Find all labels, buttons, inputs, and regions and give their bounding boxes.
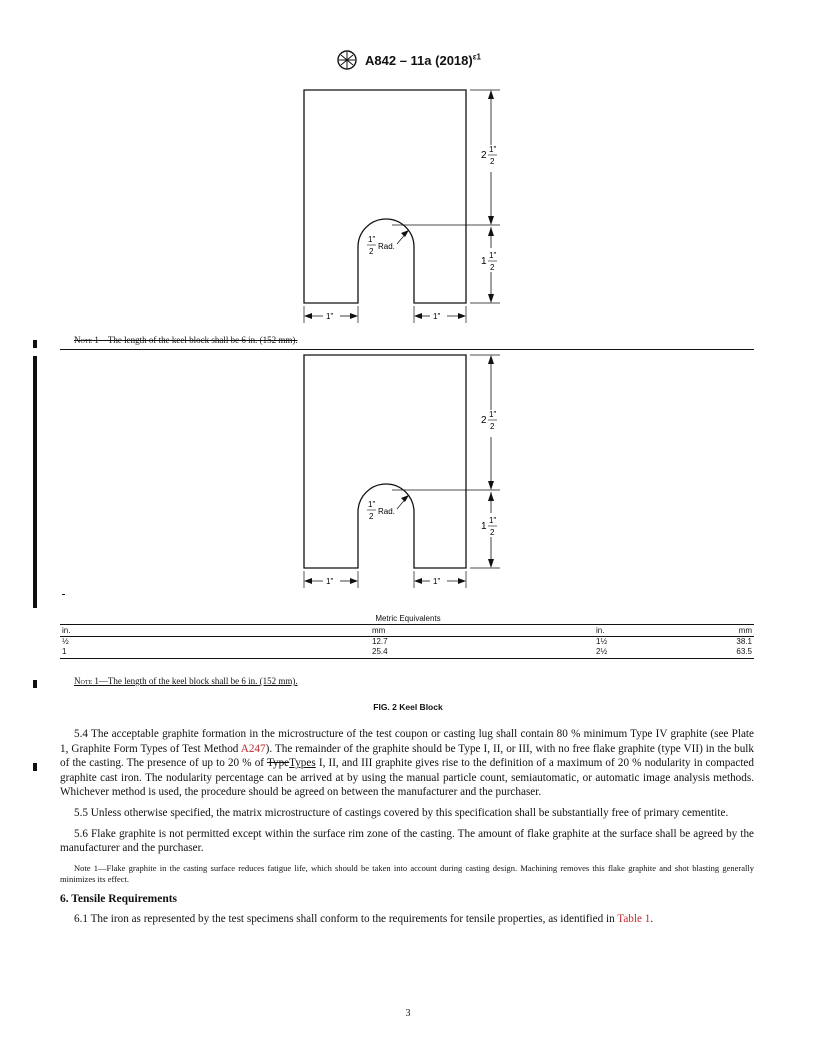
radius-frac-den: 2 <box>369 247 374 256</box>
dim-bottom-frac-num: 1" <box>489 516 497 525</box>
dim-top-whole: 2 <box>481 415 487 426</box>
inserted-word: Types <box>289 757 316 770</box>
dim-top-frac-num: 1" <box>489 410 497 419</box>
table-header-cell: in. <box>596 626 605 635</box>
change-bar <box>33 680 37 688</box>
table-rule-top <box>60 624 754 625</box>
paragraph-5-6: 5.6 Flake graphite is not permitted except within the surface rim zone of the casting. The amount of flake graphite at the surface shall be agreed by the manufacturer and the purchaser. <box>60 827 754 855</box>
link-a247[interactable]: A247 <box>240 742 266 755</box>
radius-frac-num: 1" <box>368 500 376 509</box>
table-cell: 63.5 <box>736 647 752 656</box>
change-bar <box>33 340 37 348</box>
keel-block-drawing-new <box>290 345 520 590</box>
dim-top-frac-den: 2 <box>490 157 495 166</box>
dim-bottom-frac-den: 2 <box>490 263 495 272</box>
dim-bottom-whole: 1 <box>481 521 487 532</box>
dim-bottom-frac-num: 1" <box>489 251 497 260</box>
metric-table-title: Metric Equivalents <box>375 614 441 623</box>
dim-top-frac-den: 2 <box>490 422 495 431</box>
small-mark <box>62 594 65 595</box>
document-header <box>0 50 816 70</box>
width-left-label: 1" <box>326 577 334 586</box>
table-rule-mid <box>60 636 754 637</box>
table-cell: 1 <box>62 647 67 656</box>
note-flake-graphite: Note 1—Flake graphite in the casting surface reduces fatigue life, which should be taken into account during casting design. Machining removes this flake graphite and shot blasting generally minimizes its effect. <box>60 862 754 885</box>
radius-label: Rad. <box>378 507 395 516</box>
designation: A842 – 11a (2018) <box>365 53 473 68</box>
keel-block-drawing-old <box>290 80 520 325</box>
width-right-label: 1" <box>433 312 441 321</box>
change-bar <box>33 763 37 771</box>
radius-label: Rad. <box>378 242 395 251</box>
link-table-1[interactable]: Table 1 <box>617 913 651 926</box>
deleted-note: Note 1—The length of the keel block shall be 6 in. (152 mm). <box>74 335 298 345</box>
radius-frac-den: 2 <box>369 512 374 521</box>
inserted-note: Note 1—The length of the keel block shall be 6 in. (152 mm). <box>74 676 298 686</box>
dim-top-frac-num: 1" <box>489 145 497 154</box>
paragraph-5-4: 5.4 The acceptable graphite formation in the microstructure of the test coupon or casting lug shall contain 80 % minimum Type IV graphite (see Plate 1, Graphite Form Types of Test Method A247). The remainder of the graphite should be Type I, II, or III, with no free flake graphite (type VII) in the bulk of the casting. The presence of up to 20 % of TypeTypes I, II, and III graphite gives rise to the definition of a maximum of 20 % nodularity in compacted graphite cast iron. The nodularity percentage can be arrived at by using the manual particle count, semiautomatic, or automatic image analysis methods. Whichever method is used, the procedure should be agreed on between the manufacturer and the purchaser. <box>60 728 754 799</box>
dim-bottom-frac-den: 2 <box>490 528 495 537</box>
table-cell: 38.1 <box>736 637 752 646</box>
table-header-cell: in. <box>62 626 71 635</box>
table-rule-bottom <box>60 658 754 659</box>
width-left-label: 1" <box>326 312 334 321</box>
radius-frac-num: 1" <box>368 235 376 244</box>
table-cell: 2½ <box>596 647 608 656</box>
table-header-cell: mm <box>372 626 386 635</box>
dim-top-whole: 2 <box>481 150 487 161</box>
table-cell: ½ <box>62 637 69 646</box>
table-cell: 1½ <box>596 637 608 646</box>
section-6-heading: 6. Tensile Requirements <box>60 892 178 905</box>
body-section-5 <box>60 727 754 927</box>
width-right-label: 1" <box>433 577 441 586</box>
table-header-cell: mm <box>738 626 752 635</box>
change-bar <box>33 356 37 608</box>
dim-bottom-whole: 1 <box>481 256 487 267</box>
epsilon-superscript: ε1 <box>472 52 481 62</box>
paragraph-6-1: 6.1 The iron as represented by the test specimens shall conform to the requirements for tensile properties, as identified in Table 1. <box>74 913 654 926</box>
figure-caption: FIG. 2 Keel Block <box>373 702 443 712</box>
paragraph-5-5: 5.5 Unless otherwise specified, the matrix microstructure of castings covered by this specification shall be substantially free of primary cementite. <box>74 806 729 819</box>
table-cell: 25.4 <box>372 647 388 656</box>
astm-logo-icon <box>335 50 359 70</box>
table-cell: 12.7 <box>372 637 388 646</box>
page-number: 3 <box>405 1008 411 1019</box>
deleted-word: Type <box>266 757 290 770</box>
